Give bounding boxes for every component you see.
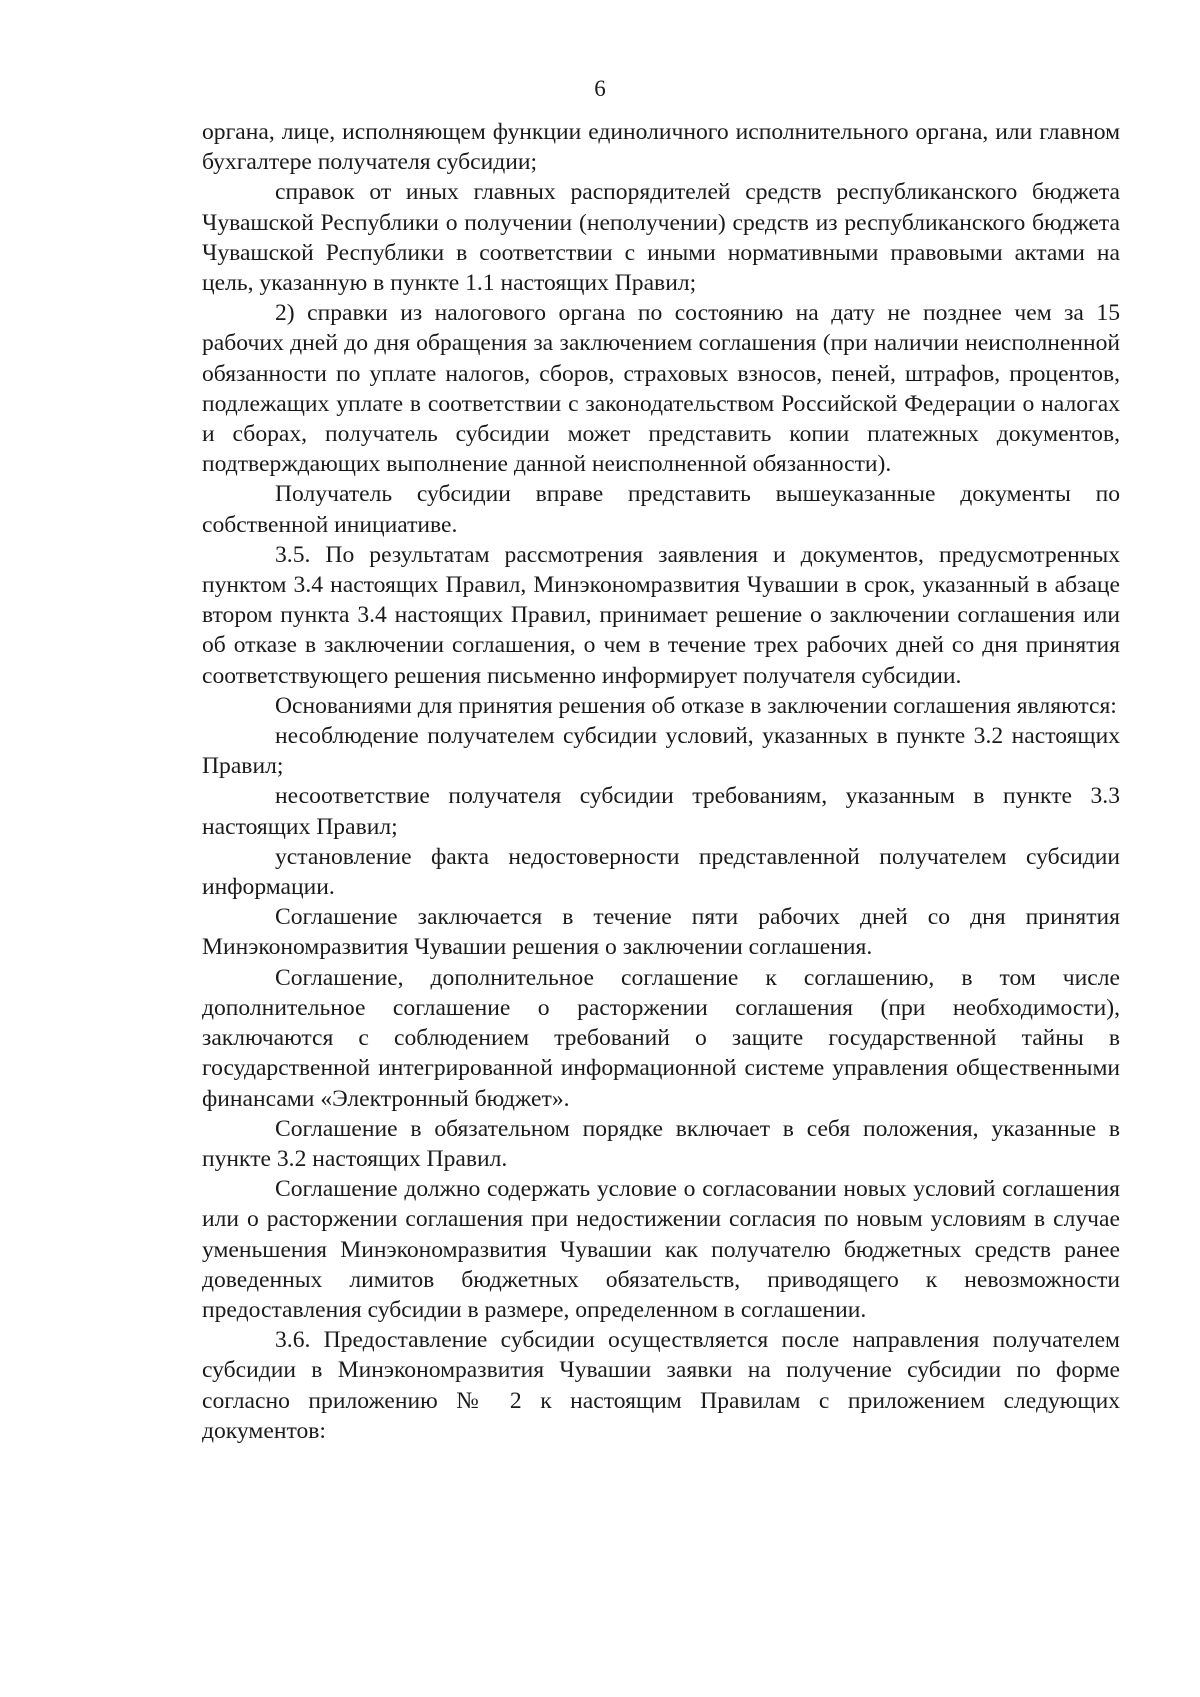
paragraph: несоответствие получателя субсидии требованиям, указанным в пункте 3.3 настоящих Правил; <box>202 783 1120 840</box>
document-body <box>202 117 1120 1446</box>
paragraph: несоблюдение получателем субсидии условий, указанных в пункте 3.2 настоящих Правил; <box>202 723 1120 780</box>
paragraph: Получатель субсидии вправе представить вышеуказанные документы по собственной инициативе. <box>202 481 1120 538</box>
paragraph: 2) справки из налогового органа по состоянию на дату не позднее чем за 15 рабочих дней до дня обращения за заключением соглашения (при наличии неисполненной обязанности по уплате налогов, сборов, страховых взносов, пеней, штрафов, процентов, подлежащих уплате в соответствии с законодательством Российской Федерации о налогах и сборах, получатель субсидии может представить копии платежных документов, подтверждающих выполнение данной неисполненной обязанности). <box>202 300 1120 478</box>
paragraph: 3.5. По результатам рассмотрения заявления и документов, предусмотренных пунктом 3.4 настоящих Правил, Минэкономразвития Чувашии в срок, указанный в абзаце втором пункта 3.4 настоящих Правил, принимает решение о заключении соглашения или об отказе в заключении соглашения, о чем в течение трех рабочих дней со дня принятия соответствующего решения письменно информирует получателя субсидии. <box>202 541 1120 689</box>
paragraph: органа, лице, исполняющем функции единоличного исполнительного органа, или главном бухгалтере получателя субсидии; <box>202 119 1120 176</box>
paragraph: 3.6. Предоставление субсидии осуществляется после направления получателем субсидии в Минэкономразвития Чувашии заявки на получение субсидии по форме согласно приложению № 2 к настоящим Правилам с приложением следующих документов: <box>202 1327 1120 1444</box>
paragraph: Соглашение в обязательном порядке включает в себя положения, указанные в пункте 3.2 настоящих Правил. <box>202 1115 1120 1172</box>
paragraph: Соглашение должно содержать условие о согласовании новых условий соглашения или о расторжении соглашения при недостижении согласия по новым условиям в случае уменьшения Минэкономразвития Чувашии как получателю бюджетных средств ранее доведенных лимитов бюджетных обязательств, приводящего к невозможности предоставления субсидии в размере, определенном в соглашении. <box>202 1176 1120 1323</box>
paragraph: установление факта недостоверности представленной получателем субсидии информации. <box>202 843 1120 901</box>
paragraph: Соглашение, дополнительное соглашение к соглашению, в том числе дополнительное соглашение о расторжении соглашения (при необходимости), заключаются с соблюдением требований о защите государственной тайны в государственной интегрированной информационной системе управления общественными финансами «Электронный бюджет». <box>202 964 1120 1112</box>
paragraph: Основаниями для принятия решения об отказе в заключении соглашения являются: <box>275 692 1117 719</box>
paragraph: Соглашение заключается в течение пяти рабочих дней со дня принятия Минэкономразвития Чувашии решения о заключении соглашения. <box>202 904 1120 961</box>
page-number: 6 <box>594 76 606 101</box>
paragraph: справок от иных главных распорядителей средств республиканского бюджета Чувашской Республики о получении (неполучении) средств из республиканского бюджета Чувашской Республики в соответствии с иными нормативными правовыми актами на цель, указанную в пункте 1.1 настоящих Правил; <box>202 179 1120 297</box>
